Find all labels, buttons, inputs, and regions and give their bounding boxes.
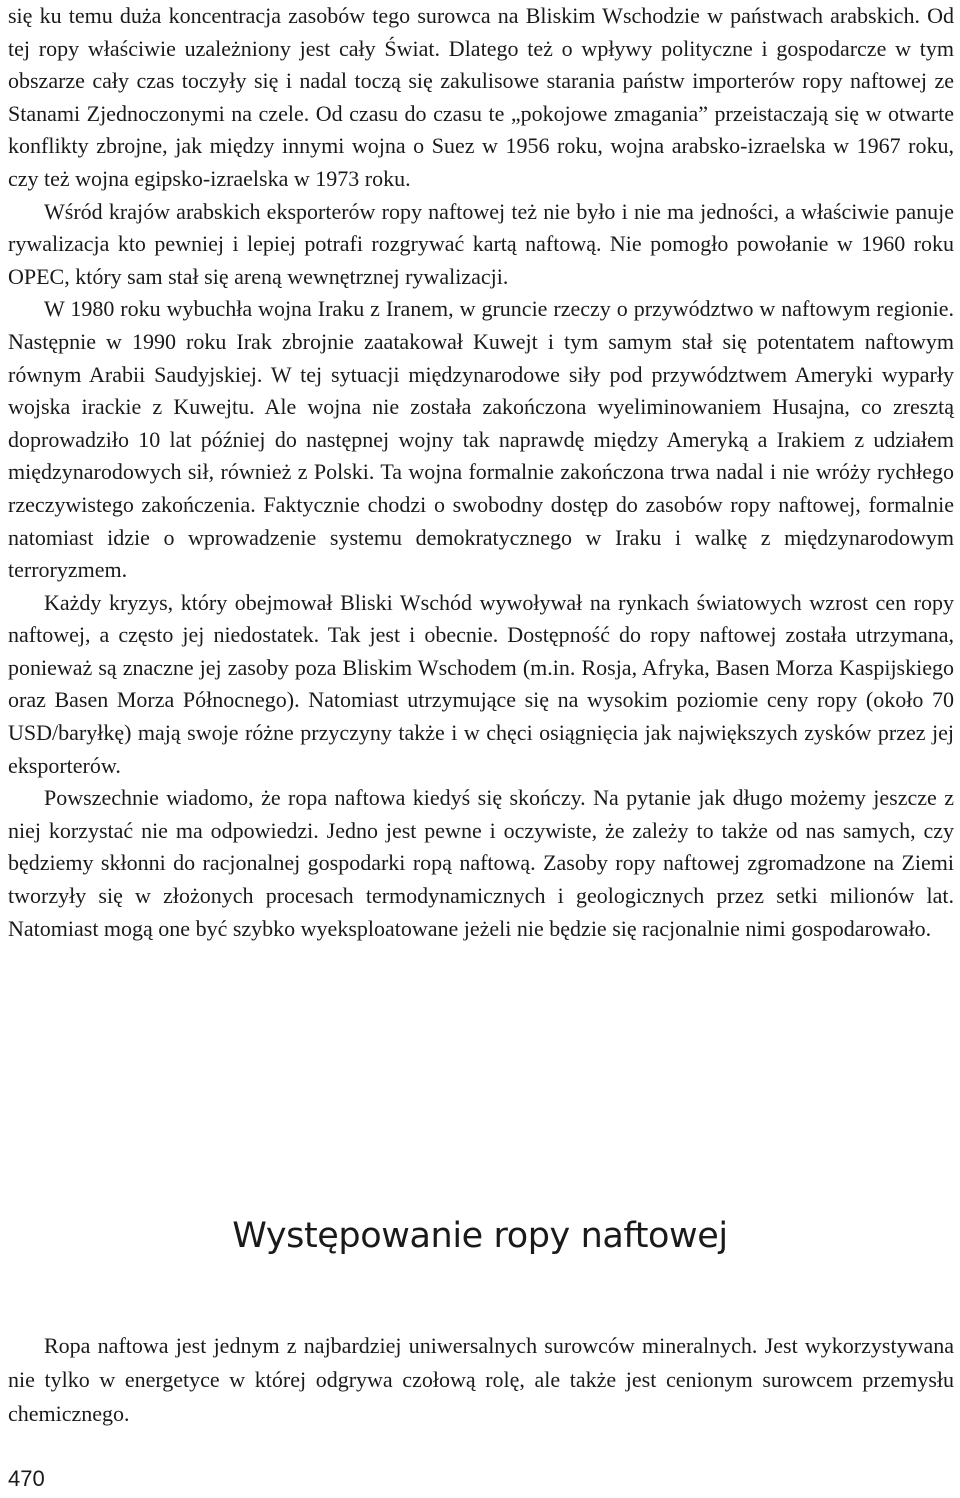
section-paragraph: Ropa naftowa jest jednym z najbardziej uniwersalnych surowców mineralnych. Jest wykorzystywana nie tylko w energetyce w której odgrywa czołową rolę, ale także jest cenionym surowcem przemysłu chemicznego.: [8, 1333, 954, 1426]
paragraph-arab-rivalry: Wśród krajów arabskich eksporterów ropy naftowej też nie było i nie ma jedności, a właściwie panuje rywalizacja kto pewniej i lepiej potrafi rozgrywać kartą naftową. Nie pomogło powołanie w 1960 roku OPEC, który sam stał się areną wewnętrznej rywalizacji.: [8, 198, 954, 289]
paragraph-oil-crises: Każdy kryzys, który obejmował Bliski Wschód wywoływał na rynkach światowych wzrost cen ropy naftowej, a często jej niedostatek. Tak jest i obecnie. Dostępność do ropy naftowej została utrzymana, ponieważ są znaczne jej zasoby poza Bliskim Wschodem (m.in. Rosja, Afryka, Basen Morza Kaspijskiego oraz Basen Morza Północnego). Natomiast utrzymujące się na wysokim poziomie ceny ropy (około 70 USD/baryłkę) mają swoje różne przyczyny także i w chęci osiągnięcia jak największych zysków przez jej eksporterów.: [8, 589, 954, 778]
paragraph-oil-depletion: Powszechnie wiadomo, że ropa naftowa kiedyś się skończy. Na pytanie jak długo możemy jeszcze z niej korzystać nie ma odpowiedzi. Jedno jest pewne i oczywiste, że zależy to także od nas samych, czy będziemy skłonni do racjonalnej gospodarki ropą naftową. Zasoby ropy naftowej zgromadzone na Ziemi tworzyły się w złożonych procesach termodynamicznych i geologicznych przez setki milionów lat. Natomiast mogą one być szybko wyeksploatowane jeżeli nie będzie się racjonalnie nimi gospodarowało.: [8, 785, 954, 941]
section-heading: Występowanie ropy naftowej: [232, 1216, 728, 1256]
section-body: [8, 1329, 954, 1431]
page-number: 470: [8, 1466, 45, 1491]
page-content: [8, 0, 954, 945]
paragraph-iraq-wars: W 1980 roku wybuchła wojna Iraku z Iranem, w gruncie rzeczy o przywództwo w naftowym regionie. Następnie w 1990 roku Irak zbrojnie zaatakował Kuwejt i tym samym stał się potentatem naftowym równym Arabii Saudyjskiej. W tej sytuacji międzynarodowe siły pod przywództwem Ameryki wyparły wojska irackie z Kuwejtu. Ale wojna nie została zakończona wyeliminowaniem Husajna, co zresztą doprowadziło 10 lat później do następnej wojny tak naprawdę między Ameryką a Irakiem z udziałem międzynarodowych sił, również z Polski. Ta wojna formalnie zakończona trwa nadal i nie wróży rychłego rzeczywistego zakończenia. Faktycznie chodzi o swobodny dostęp do zasobów ropy naftowej, formalnie natomiast idzie o wprowadzenie systemu demokratycznego w Iraku i walkę z międzynarodowym terroryzmem.: [8, 296, 954, 583]
body-text: [8, 0, 954, 945]
paragraph-continuation: się ku temu duża koncentracja zasobów tego surowca na Bliskim Wschodzie w państwach arabskich. Od tej ropy właściwie uzależniony jest cały Świat. Dlatego też o wpływy polityczne i gospodarcze w tym obszarze cały czas toczyły się i nadal toczą się zakulisowe starania państw importerów ropy naftowej ze Stanami Zjednoczonymi na czele. Od czasu do czasu te „pokojowe zmagania” przeistaczają się w otwarte konflikty zbrojne, jak między innymi wojna o Suez w 1956 roku, wojna arabsko-izraelska w 1967 roku, czy też wojna egipsko-izraelska w 1973 roku.: [8, 3, 954, 191]
